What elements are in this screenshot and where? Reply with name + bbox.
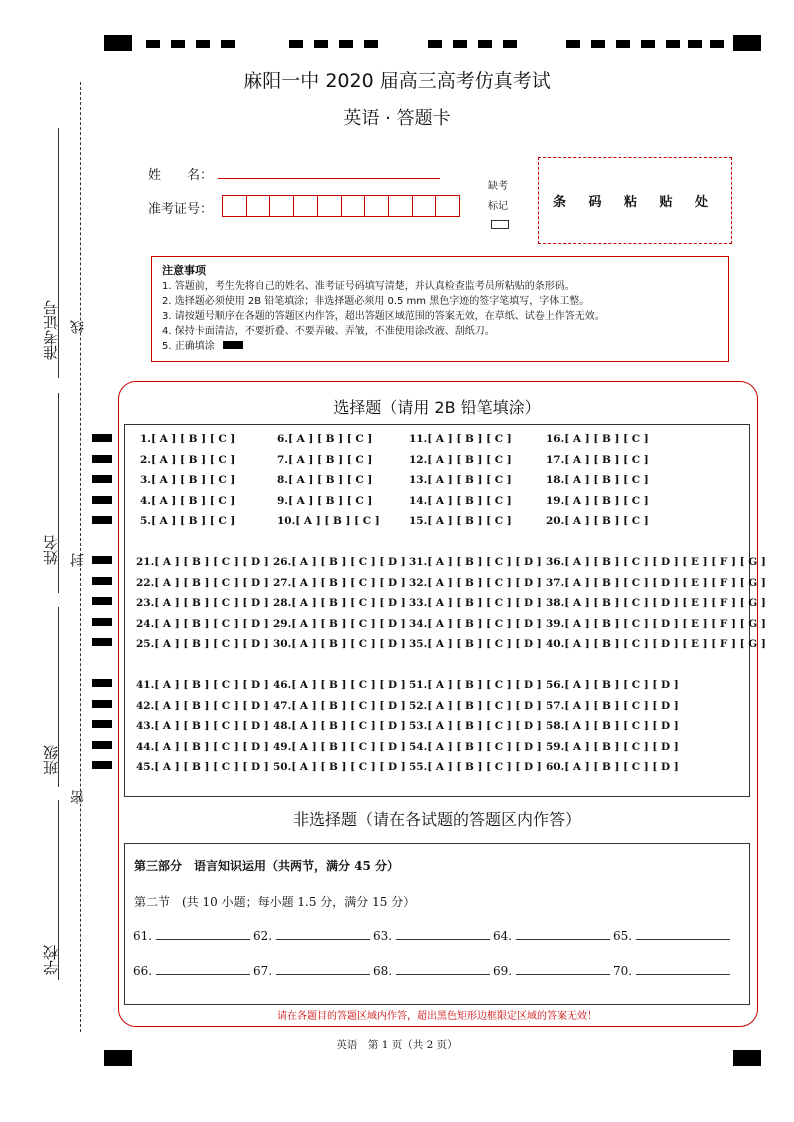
row-timing-mark — [92, 638, 112, 646]
blank-line[interactable] — [636, 929, 730, 940]
blank-answer[interactable] — [493, 964, 610, 978]
blank-line[interactable] — [516, 929, 610, 940]
blank-answer[interactable] — [253, 929, 370, 943]
mc-question[interactable]: 8.[ A ] [ B ] [ C ] — [277, 474, 373, 486]
row-timing-mark — [92, 679, 112, 687]
seal-seal-label: 封 — [70, 553, 86, 567]
mc-question[interactable]: 59.[ A ] [ B ] [ C ] [ D ] — [546, 740, 679, 753]
blank-line[interactable] — [276, 929, 370, 940]
mc-question[interactable]: 9.[ A ] [ B ] [ C ] — [277, 494, 373, 507]
timing-mark — [710, 40, 724, 48]
notice-item: 2. 选择题必须使用 2B 铅笔填涂；非选择题必须用 0.5 mm 黑色字迹的签字笔填写，字体工整。 — [162, 296, 590, 307]
timing-mark — [453, 40, 467, 48]
notice-item: 4. 保持卡面清洁，不要折叠、不要弄破、弄皱，不准使用涂改液、刮纸刀。 — [162, 326, 495, 337]
blank-line[interactable] — [396, 929, 490, 940]
mc-question[interactable]: 11.[ A ] [ B ] [ C ] — [409, 433, 512, 445]
timing-mark — [339, 40, 353, 48]
blank-answer[interactable] — [373, 964, 490, 978]
mc-question[interactable]: 57.[ A ] [ B ] [ C ] [ D ] — [546, 699, 679, 712]
absent-label-2: 标记 — [488, 201, 508, 212]
blank-line[interactable] — [396, 964, 490, 975]
timing-mark — [503, 40, 517, 48]
blank-line[interactable] — [156, 964, 250, 975]
blank-answer[interactable] — [613, 929, 730, 943]
blank-number: 64. — [493, 929, 513, 943]
mc-question[interactable]: 6.[ A ] [ B ] [ C ] — [277, 433, 373, 445]
mc-question[interactable]: 13.[ A ] [ B ] [ C ] — [409, 474, 512, 486]
mc-question[interactable]: 4.[ A ] [ B ] [ C ] — [140, 494, 236, 507]
timing-mark — [688, 40, 702, 48]
blank-answer[interactable] — [493, 929, 610, 943]
blank-number: 63. — [373, 929, 393, 943]
mc-question[interactable]: 41.[ A ] [ B ] [ C ] [ D ] — [136, 679, 269, 691]
mc-question[interactable]: 25.[ A ] [ B ] [ C ] [ D ] — [136, 638, 269, 650]
id-label: 准考证号： — [148, 202, 214, 217]
row-timing-mark — [92, 556, 112, 564]
mc-question[interactable]: 22.[ A ] [ B ] [ C ] [ D ] — [136, 576, 269, 589]
reg-mark-bl — [104, 1050, 132, 1066]
row-timing-mark — [92, 577, 112, 585]
seal-line-label: 线 — [70, 320, 86, 334]
mc-question[interactable]: 48.[ A ] [ B ] [ C ] [ D ] — [273, 720, 406, 732]
blank-answer[interactable] — [133, 964, 250, 978]
exam-title: 麻阳一中 2020 届高三高考仿真考试 — [243, 70, 551, 92]
timing-mark — [666, 40, 680, 48]
blank-number: 68. — [373, 964, 393, 978]
mc-question[interactable]: 23.[ A ] [ B ] [ C ] [ D ] — [136, 597, 269, 609]
mc-question[interactable]: 42.[ A ] [ B ] [ C ] [ D ] — [136, 699, 269, 712]
timing-mark — [146, 40, 160, 48]
name-label: 姓 名： — [148, 168, 214, 183]
reg-mark-br — [733, 1050, 761, 1066]
row-timing-mark — [92, 741, 112, 749]
mc-question[interactable]: 30.[ A ] [ B ] [ C ] [ D ] — [273, 638, 406, 650]
mc-question[interactable]: 14.[ A ] [ B ] [ C ] — [409, 494, 512, 507]
mc-question[interactable]: 26.[ A ] [ B ] [ C ] [ D ] — [273, 556, 406, 568]
mc-question[interactable]: 18.[ A ] [ B ] [ C ] — [546, 474, 649, 486]
mc-question[interactable]: 39.[ A ] [ B ] [ C ] [ D ] [ E ] [ F ] [ G ] — [546, 617, 766, 630]
blank-number: 67. — [253, 964, 273, 978]
blank-line[interactable] — [156, 929, 250, 940]
mc-question[interactable]: 7.[ A ] [ B ] [ C ] — [277, 453, 373, 466]
mc-question[interactable]: 15.[ A ] [ B ] [ C ] — [409, 515, 512, 527]
mc-question[interactable]: 33.[ A ] [ B ] [ C ] [ D ] — [409, 597, 542, 609]
timing-mark — [314, 40, 328, 48]
reg-mark-tl — [104, 35, 132, 51]
mc-question[interactable]: 16.[ A ] [ B ] [ C ] — [546, 433, 649, 445]
blank-number: 66. — [133, 964, 153, 978]
row-timing-mark — [92, 455, 112, 463]
mc-question[interactable]: 45.[ A ] [ B ] [ C ] [ D ] — [136, 761, 269, 773]
row-timing-mark — [92, 496, 112, 504]
reg-mark-tr — [733, 35, 761, 51]
part-title: 第三部分 语言知识运用（共两节，满分 45 分） — [134, 859, 400, 873]
mc-question[interactable]: 21.[ A ] [ B ] [ C ] [ D ] — [136, 556, 269, 568]
timing-mark — [591, 40, 605, 48]
blank-number: 69. — [493, 964, 513, 978]
mc-question[interactable]: 29.[ A ] [ B ] [ C ] [ D ] — [273, 617, 406, 630]
mc-question[interactable]: 40.[ A ] [ B ] [ C ] [ D ] [ E ] [ F ] [ G ] — [546, 638, 766, 650]
mc-question[interactable]: 44.[ A ] [ B ] [ C ] [ D ] — [136, 740, 269, 753]
mc-question[interactable]: 10.[ A ] [ B ] [ C ] — [277, 515, 380, 527]
row-timing-mark — [92, 516, 112, 524]
barcode-area: 条 码 粘 贴 处 — [538, 157, 732, 244]
blank-line[interactable] — [276, 964, 370, 975]
mc-question[interactable]: 3.[ A ] [ B ] [ C ] — [140, 474, 236, 486]
mc-question[interactable]: 43.[ A ] [ B ] [ C ] [ D ] — [136, 720, 269, 732]
row-timing-mark — [92, 761, 112, 769]
mc-question[interactable]: 17.[ A ] [ B ] [ C ] — [546, 453, 649, 466]
mc-question[interactable]: 27.[ A ] [ B ] [ C ] [ D ] — [273, 576, 406, 589]
mc-question[interactable]: 52.[ A ] [ B ] [ C ] [ D ] — [409, 699, 542, 712]
mc-question[interactable]: 60.[ A ] [ B ] [ C ] [ D ] — [546, 761, 679, 773]
mc-question[interactable]: 53.[ A ] [ B ] [ C ] [ D ] — [409, 720, 542, 732]
timing-mark — [364, 40, 378, 48]
absent-checkbox[interactable] — [491, 220, 509, 229]
mc-question[interactable]: 20.[ A ] [ B ] [ C ] — [546, 515, 649, 527]
timing-mark — [196, 40, 210, 48]
mc-question[interactable]: 47.[ A ] [ B ] [ C ] [ D ] — [273, 699, 406, 712]
blank-number: 65. — [613, 929, 633, 943]
side-id-label: 准考证号 — [42, 300, 60, 360]
fill-sample-mark — [223, 341, 243, 349]
notice-box — [151, 256, 729, 362]
timing-mark — [641, 40, 655, 48]
blank-number: 62. — [253, 929, 273, 943]
mc-question[interactable]: 5.[ A ] [ B ] [ C ] — [140, 515, 236, 527]
blank-line[interactable] — [516, 964, 610, 975]
mc-question[interactable]: 51.[ A ] [ B ] [ C ] [ D ] — [409, 679, 542, 691]
mc-question[interactable]: 36.[ A ] [ B ] [ C ] [ D ] [ E ] [ F ] [ G ] — [546, 556, 766, 568]
fr-section-title: 非选择题（请在各试题的答题区内作答） — [292, 810, 581, 829]
mc-section-title: 选择题（请用 2B 铅笔填涂） — [333, 398, 541, 417]
mc-question[interactable]: 54.[ A ] [ B ] [ C ] [ D ] — [409, 740, 542, 753]
timing-mark — [171, 40, 185, 48]
section-title: 第二节 (共 10 小题；每小题 1.5 分，满分 15 分） — [134, 895, 416, 909]
boundary-warning: 请在各题目的答题区域内作答，超出黑色矩形边框限定区域的答案无效！ — [277, 1011, 597, 1022]
side-school-label: 学校 — [42, 945, 60, 975]
mc-question[interactable]: 46.[ A ] [ B ] [ C ] [ D ] — [273, 679, 406, 691]
blank-answer[interactable] — [613, 964, 730, 978]
timing-mark — [616, 40, 630, 48]
notice-title: 注意事项 — [162, 264, 206, 277]
mc-question[interactable]: 38.[ A ] [ B ] [ C ] [ D ] [ E ] [ F ] [ G ] — [546, 597, 766, 609]
mc-question[interactable]: 1.[ A ] [ B ] [ C ] — [140, 433, 236, 445]
side-class-label: 班级 — [42, 745, 60, 775]
side-name-label: 姓名 — [42, 535, 60, 565]
row-timing-mark — [92, 700, 112, 708]
mc-question[interactable]: 24.[ A ] [ B ] [ C ] [ D ] — [136, 617, 269, 630]
blank-answer[interactable] — [253, 964, 370, 978]
notice-item: 3. 请按题号顺序在各题的答题区内作答，超出答题区域范围的答案无效，在草纸、试卷上作答无效。 — [162, 311, 605, 322]
mc-question[interactable]: 50.[ A ] [ B ] [ C ] [ D ] — [273, 761, 406, 773]
row-timing-mark — [92, 597, 112, 605]
mc-question[interactable]: 12.[ A ] [ B ] [ C ] — [409, 453, 512, 466]
timing-mark — [289, 40, 303, 48]
mc-question[interactable]: 2.[ A ] [ B ] [ C ] — [140, 453, 236, 466]
row-timing-mark — [92, 618, 112, 626]
name-field[interactable] — [218, 178, 440, 179]
absent-label-1: 缺考 — [488, 181, 508, 192]
id-number-boxes[interactable] — [222, 195, 460, 217]
mc-question[interactable]: 32.[ A ] [ B ] [ C ] [ D ] — [409, 576, 542, 589]
blank-number: 61. — [133, 929, 153, 943]
row-timing-mark — [92, 720, 112, 728]
card-subtitle: 英语 · 答题卡 — [343, 108, 451, 129]
mc-question[interactable]: 55.[ A ] [ B ] [ C ] [ D ] — [409, 761, 542, 773]
mc-question[interactable]: 28.[ A ] [ B ] [ C ] [ D ] — [273, 597, 406, 609]
mc-question[interactable]: 35.[ A ] [ B ] [ C ] [ D ] — [409, 638, 542, 650]
mc-question[interactable]: 31.[ A ] [ B ] [ C ] [ D ] — [409, 556, 542, 568]
mc-question[interactable]: 56.[ A ] [ B ] [ C ] [ D ] — [546, 679, 679, 691]
page-footer: 英语 第 1 页（共 2 页） — [336, 1039, 458, 1051]
timing-mark — [566, 40, 580, 48]
mc-question[interactable]: 19.[ A ] [ B ] [ C ] — [546, 494, 649, 507]
blank-number: 70. — [613, 964, 633, 978]
notice-item: 1. 答题前，考生先将自己的姓名、准考证号码填写清楚，并认真检查监考员所粘贴的条形码。 — [162, 281, 575, 292]
timing-mark — [478, 40, 492, 48]
blank-answer[interactable] — [373, 929, 490, 943]
mc-question[interactable]: 34.[ A ] [ B ] [ C ] [ D ] — [409, 617, 542, 630]
mc-question[interactable]: 49.[ A ] [ B ] [ C ] [ D ] — [273, 740, 406, 753]
timing-mark — [428, 40, 442, 48]
mc-question[interactable]: 37.[ A ] [ B ] [ C ] [ D ] [ E ] [ F ] [ G ] — [546, 576, 766, 589]
mc-question[interactable]: 58.[ A ] [ B ] [ C ] [ D ] — [546, 720, 679, 732]
seal-secret-label: 密 — [70, 790, 86, 804]
blank-answer[interactable] — [133, 929, 250, 943]
row-timing-mark — [92, 434, 112, 442]
notice-item: 5. 正确填涂 — [162, 341, 215, 352]
blank-line[interactable] — [636, 964, 730, 975]
row-timing-mark — [92, 475, 112, 483]
timing-mark — [221, 40, 235, 48]
